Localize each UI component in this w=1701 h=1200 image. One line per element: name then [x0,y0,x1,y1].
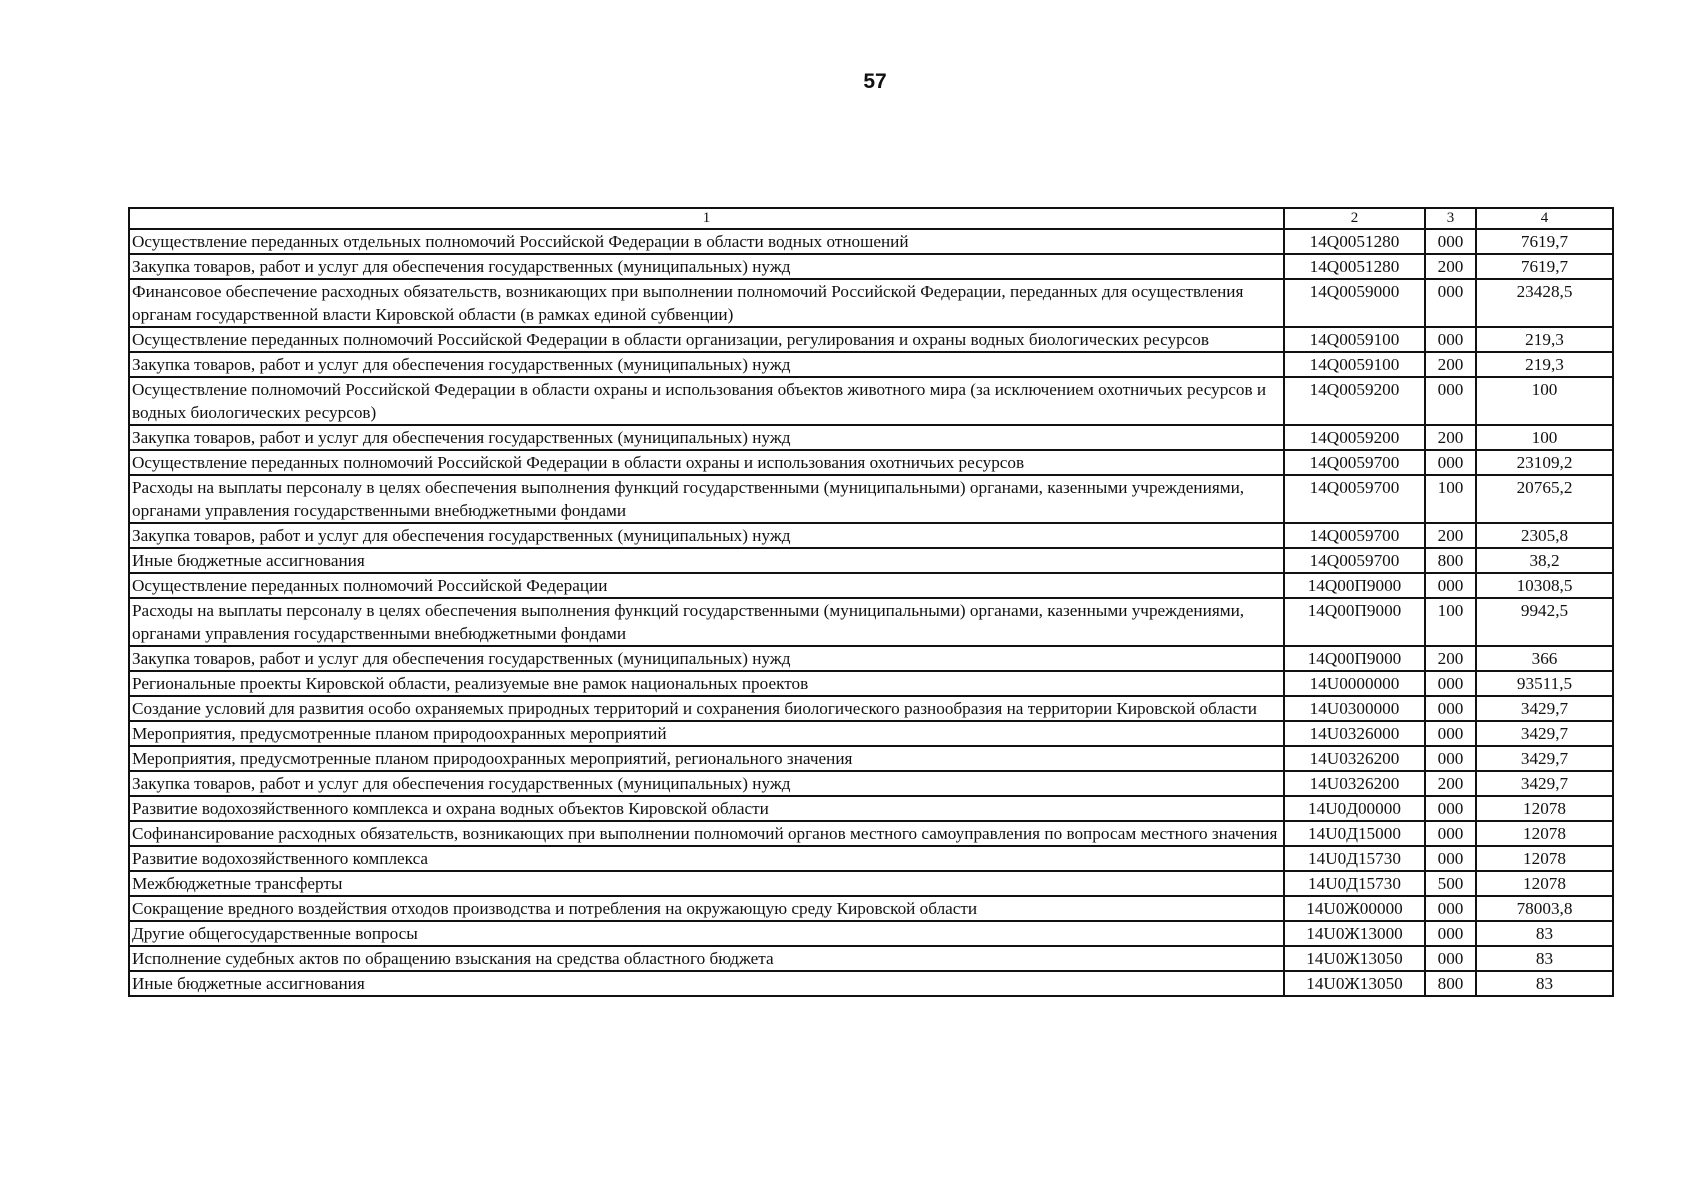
table-row [129,598,1613,646]
table-row [129,921,1613,946]
row-expense-type: 200 [1425,523,1476,548]
row-amount: 366 [1476,646,1613,671]
table-row [129,771,1613,796]
table-row [129,871,1613,896]
row-target-code: 14U0326000 [1284,721,1425,746]
table-row [129,846,1613,871]
row-target-code: 14Q0059100 [1284,352,1425,377]
row-amount: 3429,7 [1476,696,1613,721]
row-target-code: 14Q0059100 [1284,327,1425,352]
row-expense-type: 800 [1425,548,1476,573]
row-description: Исполнение судебных актов по обращению взыскания на средства областного бюджета [129,946,1284,971]
row-description: Осуществление переданных полномочий Российской Федерации в области охраны и использования охотничьих ресурсов [129,450,1284,475]
row-description: Региональные проекты Кировской области, реализуемые вне рамок национальных проектов [129,671,1284,696]
row-description: Создание условий для развития особо охраняемых природных территорий и сохранения биологического разнообразия на территории Кировской области [129,696,1284,721]
row-description: Закупка товаров, работ и услуг для обеспечения государственных (муниципальных) нужд [129,352,1284,377]
row-target-code: 14Q0051280 [1284,229,1425,254]
row-expense-type: 000 [1425,846,1476,871]
table-row [129,425,1613,450]
row-target-code: 14Q0059700 [1284,475,1425,523]
row-expense-type: 000 [1425,327,1476,352]
table-row [129,475,1613,523]
row-amount: 12078 [1476,846,1613,871]
row-expense-type: 000 [1425,573,1476,598]
row-description: Развитие водохозяйственного комплекса и охрана водных объектов Кировской области [129,796,1284,821]
row-expense-type: 000 [1425,450,1476,475]
row-description: Осуществление переданных полномочий Российской Федерации в области организации, регулирования и охраны водных биологических ресурсов [129,327,1284,352]
row-expense-type: 000 [1425,946,1476,971]
row-expense-type: 500 [1425,871,1476,896]
row-description: Мероприятия, предусмотренные планом природоохранных мероприятий [129,721,1284,746]
table-row [129,279,1613,327]
table-row [129,352,1613,377]
row-target-code: 14U0Ж00000 [1284,896,1425,921]
table-row [129,896,1613,921]
header-cell-4: 4 [1476,208,1613,229]
row-expense-type: 800 [1425,971,1476,996]
row-expense-type: 000 [1425,377,1476,425]
row-target-code: 14U0300000 [1284,696,1425,721]
row-amount: 78003,8 [1476,896,1613,921]
row-amount: 83 [1476,921,1613,946]
table-row [129,573,1613,598]
budget-table [128,207,1614,997]
row-expense-type: 100 [1425,598,1476,646]
row-description: Закупка товаров, работ и услуг для обеспечения государственных (муниципальных) нужд [129,646,1284,671]
table-row [129,377,1613,425]
row-expense-type: 200 [1425,425,1476,450]
row-amount: 7619,7 [1476,229,1613,254]
row-amount: 23109,2 [1476,450,1613,475]
row-description: Мероприятия, предусмотренные планом природоохранных мероприятий, регионального значения [129,746,1284,771]
row-amount: 83 [1476,971,1613,996]
row-target-code: 14Q0051280 [1284,254,1425,279]
row-amount: 10308,5 [1476,573,1613,598]
row-amount: 12078 [1476,821,1613,846]
row-expense-type: 100 [1425,475,1476,523]
row-description: Закупка товаров, работ и услуг для обеспечения государственных (муниципальных) нужд [129,425,1284,450]
row-amount: 219,3 [1476,327,1613,352]
row-target-code: 14U0000000 [1284,671,1425,696]
row-description: Иные бюджетные ассигнования [129,971,1284,996]
row-expense-type: 200 [1425,254,1476,279]
row-amount: 12078 [1476,796,1613,821]
row-target-code: 14Q0059000 [1284,279,1425,327]
row-description: Закупка товаров, работ и услуг для обеспечения государственных (муниципальных) нужд [129,771,1284,796]
row-description: Софинансирование расходных обязательств, возникающих при выполнении полномочий органов местного самоуправления по вопросам местного значения [129,821,1284,846]
row-expense-type: 200 [1425,646,1476,671]
row-description: Осуществление переданных отдельных полномочий Российской Федерации в области водных отношений [129,229,1284,254]
row-target-code: 14U0Ж13050 [1284,971,1425,996]
row-amount: 3429,7 [1476,721,1613,746]
row-amount: 219,3 [1476,352,1613,377]
table-row [129,696,1613,721]
table-row [129,646,1613,671]
row-amount: 38,2 [1476,548,1613,573]
row-amount: 3429,7 [1476,771,1613,796]
row-amount: 93511,5 [1476,671,1613,696]
budget-table-body [129,208,1613,996]
row-amount: 9942,5 [1476,598,1613,646]
row-expense-type: 200 [1425,352,1476,377]
row-target-code: 14Q0059700 [1284,450,1425,475]
row-expense-type: 000 [1425,279,1476,327]
row-amount: 83 [1476,946,1613,971]
table-row [129,523,1613,548]
row-description: Финансовое обеспечение расходных обязательств, возникающих при выполнении полномочий Российской Федерации, переданных для осуществления органам государственной власти Кировской области (в рамках единой субвенции) [129,279,1284,327]
row-expense-type: 000 [1425,696,1476,721]
table-row [129,327,1613,352]
row-target-code: 14U0Д15000 [1284,821,1425,846]
row-target-code: 14U0Д15730 [1284,846,1425,871]
row-expense-type: 000 [1425,821,1476,846]
row-target-code: 14U0326200 [1284,771,1425,796]
table-row [129,721,1613,746]
row-description: Осуществление полномочий Российской Федерации в области охраны и использования объектов животного мира (за исключением охотничьих ресурсов и водных биологических ресурсов) [129,377,1284,425]
table-row [129,971,1613,996]
table-row [129,450,1613,475]
row-target-code: 14U0Д15730 [1284,871,1425,896]
table-row [129,671,1613,696]
row-target-code: 14U0326200 [1284,746,1425,771]
table-row [129,796,1613,821]
row-description: Сокращение вредного воздействия отходов производства и потребления на окружающую среду Кировской области [129,896,1284,921]
table-row [129,548,1613,573]
table-row [129,229,1613,254]
row-description: Закупка товаров, работ и услуг для обеспечения государственных (муниципальных) нужд [129,254,1284,279]
header-cell-2: 2 [1284,208,1425,229]
row-expense-type: 000 [1425,229,1476,254]
table-row [129,946,1613,971]
row-description: Иные бюджетные ассигнования [129,548,1284,573]
row-description: Расходы на выплаты персоналу в целях обеспечения выполнения функций государственными (муниципальными) органами, казенными учреждениями, органами управления государственными внебюджетными фондами [129,475,1284,523]
row-target-code: 14Q0059700 [1284,523,1425,548]
row-target-code: 14U0Д00000 [1284,796,1425,821]
table-header-row [129,208,1613,229]
header-cell-3: 3 [1425,208,1476,229]
row-target-code: 14U0Ж13000 [1284,921,1425,946]
row-description: Межбюджетные трансферты [129,871,1284,896]
row-target-code: 14Q0059200 [1284,377,1425,425]
table-row [129,746,1613,771]
row-amount: 3429,7 [1476,746,1613,771]
row-description: Осуществление переданных полномочий Российской Федерации [129,573,1284,598]
row-expense-type: 000 [1425,721,1476,746]
row-description: Развитие водохозяйственного комплекса [129,846,1284,871]
row-expense-type: 000 [1425,746,1476,771]
row-expense-type: 000 [1425,896,1476,921]
row-description: Расходы на выплаты персоналу в целях обеспечения выполнения функций государственными (муниципальными) органами, казенными учреждениями, органами управления государственными внебюджетными фондами [129,598,1284,646]
row-amount: 12078 [1476,871,1613,896]
row-amount: 100 [1476,377,1613,425]
row-target-code: 14Q00П9000 [1284,598,1425,646]
row-expense-type: 000 [1425,796,1476,821]
row-amount: 20765,2 [1476,475,1613,523]
row-expense-type: 000 [1425,921,1476,946]
row-target-code: 14Q0059700 [1284,548,1425,573]
row-expense-type: 000 [1425,671,1476,696]
row-target-code: 14U0Ж13050 [1284,946,1425,971]
header-cell-1: 1 [129,208,1284,229]
row-amount: 2305,8 [1476,523,1613,548]
row-target-code: 14Q0059200 [1284,425,1425,450]
row-expense-type: 200 [1425,771,1476,796]
row-target-code: 14Q00П9000 [1284,573,1425,598]
row-description: Закупка товаров, работ и услуг для обеспечения государственных (муниципальных) нужд [129,523,1284,548]
row-amount: 7619,7 [1476,254,1613,279]
page-number: 57 [863,70,887,93]
row-target-code: 14Q00П9000 [1284,646,1425,671]
table-row [129,821,1613,846]
table-row [129,254,1613,279]
row-description: Другие общегосударственные вопросы [129,921,1284,946]
row-amount: 23428,5 [1476,279,1613,327]
row-amount: 100 [1476,425,1613,450]
